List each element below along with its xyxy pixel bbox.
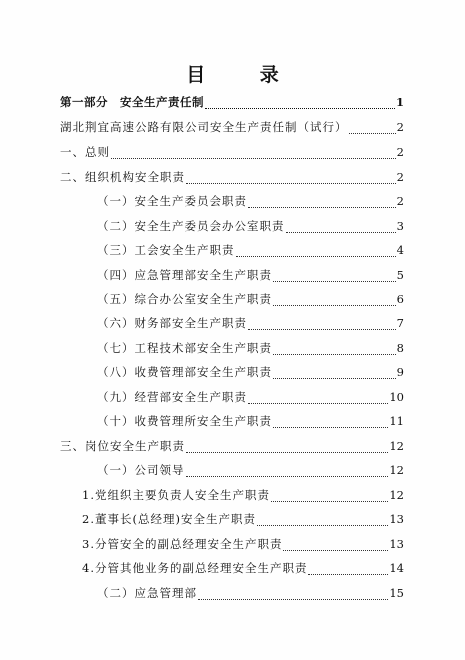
toc-page-number: 14 (389, 561, 404, 575)
toc-page-number: 8 (396, 341, 404, 355)
dot-leader (286, 220, 396, 233)
toc-entry-text: 一、总则 (60, 145, 110, 159)
toc-entry-text: （九）经营部安全生产职责 (97, 390, 247, 404)
toc-entry-text: （五）综合办公室安全生产职责 (97, 292, 272, 306)
toc-entry[interactable] (82, 558, 404, 578)
dot-leader (111, 146, 396, 159)
toc-entry-text: （三）工会安全生产职责 (97, 243, 235, 257)
toc-page-number: 11 (389, 414, 404, 428)
dot-leader (236, 244, 396, 257)
toc-entry[interactable] (97, 289, 404, 309)
dot-leader (273, 366, 396, 379)
toc-entry[interactable] (97, 460, 404, 480)
toc-page-number: 1 (395, 95, 404, 109)
toc-page-number: 2 (396, 194, 404, 208)
document-title: 目 录 (186, 64, 303, 86)
toc-entry-text: 3.分管安全的副总经理安全生产职责 (82, 537, 283, 551)
dot-leader (308, 562, 388, 575)
dot-leader (248, 195, 396, 208)
toc-entry[interactable] (82, 485, 404, 505)
toc-entry-text: 1.党组织主要负责人安全生产职责 (82, 488, 270, 502)
dot-leader (186, 171, 396, 184)
toc-entry[interactable] (97, 191, 404, 211)
toc-page-number: 10 (389, 390, 404, 404)
toc-entry[interactable] (82, 509, 404, 529)
toc-page-number: 2 (396, 120, 404, 134)
dot-leader (205, 96, 395, 109)
toc-page-number: 15 (389, 586, 404, 600)
dot-leader (186, 440, 388, 453)
dot-leader (186, 464, 389, 477)
toc-entry-text: （一）安全生产委员会职责 (97, 194, 247, 208)
toc-entry[interactable] (60, 142, 404, 162)
dot-leader (349, 121, 396, 134)
dot-leader (198, 587, 388, 600)
toc-page-number: 12 (389, 439, 404, 453)
toc-entry-text: （十）收费管理所安全生产职责 (97, 414, 272, 428)
dot-leader (271, 489, 388, 502)
toc-entry-text: （一）公司领导 (97, 463, 185, 477)
toc-entry-text: 二、组织机构安全职责 (60, 170, 185, 184)
toc-entry[interactable] (60, 117, 404, 137)
toc-entry[interactable] (97, 216, 404, 236)
dot-leader (283, 538, 388, 551)
toc-page-number: 7 (396, 316, 404, 330)
toc-page-number: 12 (389, 463, 404, 477)
toc-page-number: 9 (396, 365, 404, 379)
dot-leader (248, 317, 396, 330)
toc-page-number: 5 (396, 268, 404, 282)
toc-page-number: 12 (389, 488, 404, 502)
toc-entry[interactable] (97, 411, 404, 431)
toc-entry-text: （八）收费管理部安全生产职责 (97, 365, 272, 379)
toc-entry[interactable] (97, 362, 404, 382)
dot-leader (273, 269, 396, 282)
toc-entry-part-one[interactable] (60, 92, 404, 112)
dot-leader (273, 342, 396, 355)
toc-entry[interactable] (97, 313, 404, 333)
toc-page-number: 6 (396, 292, 404, 306)
toc-entry-text: 4.分管其他业务的副总经理安全生产职责 (82, 561, 308, 575)
toc-entry[interactable] (97, 583, 404, 603)
toc-entry-text: （四）应急管理部安全生产职责 (97, 268, 272, 282)
toc-entry[interactable] (60, 436, 404, 456)
toc-entry[interactable] (60, 167, 404, 187)
dot-leader (273, 415, 388, 428)
toc-page-number: 13 (389, 512, 404, 526)
toc-entry[interactable] (97, 338, 404, 358)
toc-page-number: 2 (396, 145, 404, 159)
toc-entry[interactable] (97, 240, 404, 260)
toc-page-number: 2 (396, 170, 404, 184)
toc-entry[interactable] (97, 387, 404, 407)
toc-entry-text: （二）安全生产委员会办公室职责 (97, 219, 285, 233)
toc-entry-text: 湖北荆宜高速公路有限公司安全生产责任制（试行） (60, 120, 348, 134)
toc-entry-text: （二）应急管理部 (97, 586, 197, 600)
toc-page-number: 3 (396, 219, 404, 233)
toc-entry-text: 三、岗位安全生产职责 (60, 439, 185, 453)
toc-page-number: 4 (396, 243, 404, 257)
dot-leader (248, 391, 388, 404)
toc-page-number: 13 (389, 537, 404, 551)
dot-leader (273, 293, 396, 306)
toc-entry-text: （六）财务部安全生产职责 (97, 316, 247, 330)
dot-leader (257, 513, 388, 526)
toc-entry[interactable] (97, 265, 404, 285)
toc-entry-text: 第一部分 安全生产责任制 (60, 95, 204, 109)
toc-entry-text: （七）工程技术部安全生产职责 (97, 341, 272, 355)
toc-entry[interactable] (82, 534, 404, 554)
toc-entry-text: 2.董事长(总经理)安全生产职责 (82, 512, 256, 526)
